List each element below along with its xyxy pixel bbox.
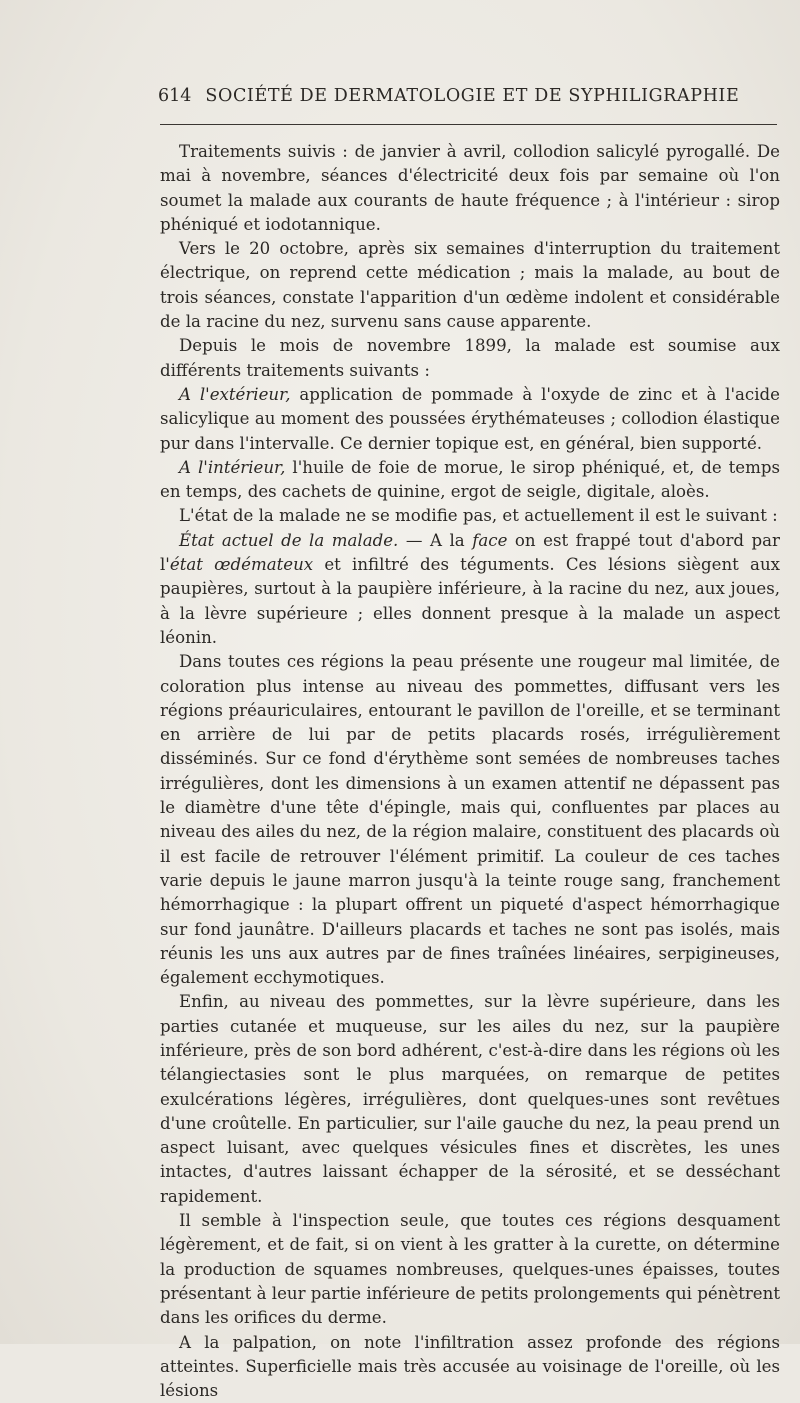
lead-current-state: État actuel de la malade.	[179, 530, 399, 550]
paragraph-desquamation: Il semble à l'inspection seule, que toutes ces régions desquament légèrement, et de fait, si on vient à les gratter à la curette, on détermine la production de squames nombreuses, quelques-unes épaisses, toutes présentant à leur partie inférieure de petits prolongements qui pénètrent dans les orifices du derme.	[160, 1211, 780, 1328]
page-number: 614	[158, 86, 192, 106]
paragraph-state: L'état de la malade ne se modifie pas, et actuellement il est le suivant :	[179, 506, 778, 526]
running-head	[158, 86, 778, 106]
header-rule	[160, 124, 777, 125]
paragraph-redness: Dans toutes ces régions la peau présente une rougeur mal limitée, de coloration plus intense au niveau des pommettes, diffusant vers les régions préauriculaires, entourant le pavillon de l'oreille, et se terminant en arrière de lui par de petits placards rosés, irrégulièrement disséminés. Sur ce fond d'érythème sont semées de nombreuses taches irrégulières, dont les dimensions à un examen attentif ne dépassent pas le diamètre d'une tête d'épingle, mais qui, confluentes par places au niveau des ailes du nez, de la région malaire, constituent des placards où il est facile de retrouver l'élément primitif. La couleur de ces taches varie depuis le jaune marron jusqu'à la teinte rouge sang, franchement hémorrhagique : la plupart offrent un piqueté d'aspect hémorrhagique sur fond jaunâtre. D'ailleurs placards et taches ne sont pas isolés, mais réunis les uns aux autres par de fines traînées linéaires, serpigineuses, également ecchymotiques.	[160, 652, 780, 988]
paragraph-palpation: A la palpation, on note l'infiltration assez profonde des régions atteintes. Superficielle mais très accusée au voisinage de l'oreille, où les lésions	[160, 1332, 780, 1401]
lead-exterior: A l'extérieur,	[179, 384, 291, 404]
page-body	[160, 140, 780, 1403]
paragraph-current-state: État actuel de la malade. — A la face on est frappé tout d'abord par l'état œdémateux et infiltré des téguments. Ces lésions siègent aux paupières, surtout à la paupière inférieure, à la racine du nez, aux joues, à la lèvre supérieure ; elles donnent presque à la malade un aspect léonin.	[160, 530, 780, 647]
paragraph-treatments: Traitements suivis : de janvier à avril, collodion salicylé pyrogallé. De mai à novembre, séances d'électricité deux fois par semaine où l'on soumet la malade aux courants de haute fréquence ; à l'intérieur : sirop phéniqué et iodotannique.	[160, 142, 780, 234]
running-title: SOCIÉTÉ DE DERMATOLOGIE ET DE SYPHILIGRAPHIE	[205, 86, 740, 106]
lead-interior: A l'intérieur,	[179, 457, 286, 477]
paragraph-exterior: A l'extérieur, application de pommade à l'oxyde de zinc et à l'acide salicylique au moment des poussées érythémateuses ; collodion élastique pur dans l'intervalle. Ce dernier topique est, en général, bien supporté.	[160, 384, 780, 453]
paragraph-october: Vers le 20 octobre, après six semaines d'interruption du traitement électrique, on reprend cette médication ; mais la malade, au bout de trois séances, constate l'apparition d'un œdème indolent et considérable de la racine du nez, survenu sans cause apparente.	[160, 239, 780, 332]
paragraph-exulcerations: Enfin, au niveau des pommettes, sur la lèvre supérieure, dans les parties cutanée et muqueuse, sur les ailes du nez, sur la paupière inférieure, près de son bord adhérent, c'est-à-dire dans les régions où les télangiectasies sont le plus marquées, on remarque de petites exulcérations légères, irrégulières, dont quelques-unes sont revêtues d'une croûtelle. En particulier, sur l'aile gauche du nez, la peau prend un aspect luisant, avec quelques vésicules fines et discrètes, les unes intactes, d'autres laissant échapper de la sérosité, et se desséchant rapidement.	[160, 992, 780, 1206]
paragraph-november: Depuis le mois de novembre 1899, la malade est soumise aux différents traitements suivants :	[160, 336, 780, 380]
paragraph-interior: A l'intérieur, l'huile de foie de morue, le sirop phéniqué, et, de temps en temps, des cachets de quinine, ergot de seigle, digitale, aloès.	[160, 457, 780, 502]
